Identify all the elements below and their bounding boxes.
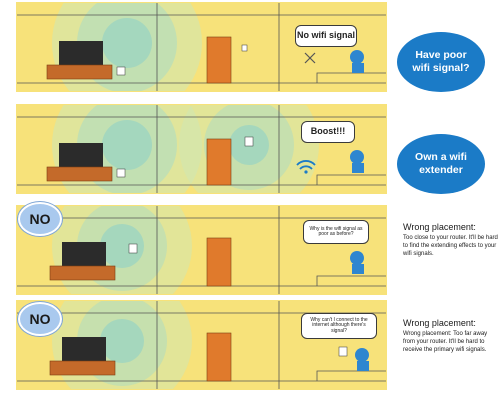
explanation-block <box>403 222 498 258</box>
solution-badge: Own a wifi extender <box>397 134 485 194</box>
no-badge: NO <box>18 202 62 236</box>
room-illustration <box>17 105 386 193</box>
explanation-body: Wrong placement: Too far away from your router. It'll be hard to receive the primary wifi signals. <box>403 331 488 354</box>
speech-bubble: No wifi signal <box>295 25 357 47</box>
scene-panel-1 <box>16 2 387 92</box>
scene-panel-3 <box>16 205 387 295</box>
explanation-block <box>403 318 498 354</box>
scene-panel-2 <box>16 104 387 194</box>
explanation-body: Too close to your router. It'll be hard to find the extending effects to your wifi signals. <box>403 235 498 258</box>
speech-bubble: Why is the wifi signal as poor as before? <box>303 220 369 244</box>
scene-panel-4 <box>16 300 387 390</box>
explanation-title: Wrong placement: <box>403 222 476 232</box>
room-illustration <box>17 3 386 91</box>
speech-bubble: Why can't I connect to the internet although there's signal? <box>301 313 377 339</box>
question-badge: Have poor wifi signal? <box>397 32 485 92</box>
speech-bubble: Boost!!! <box>301 121 355 143</box>
no-badge: NO <box>18 302 62 336</box>
explanation-title: Wrong placement: <box>403 318 476 328</box>
